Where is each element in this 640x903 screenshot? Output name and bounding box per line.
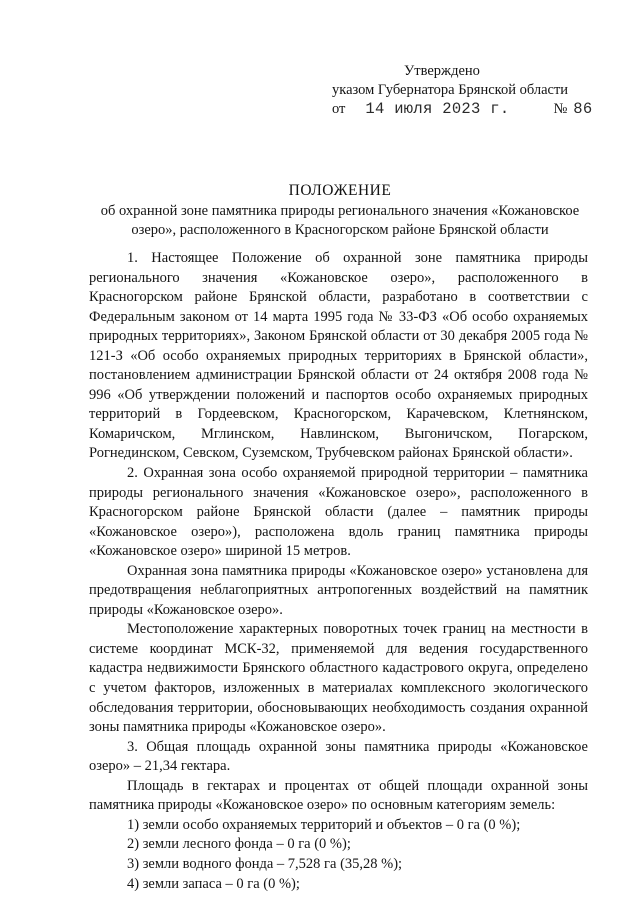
land-category-item: 2) земли лесного фонда – 0 га (0 %); xyxy=(127,836,351,853)
document-subtitle: об охранной зоне памятника природы регионального значения «Кожановское озеро», расположенного в Красногорском районе Брянской области xyxy=(100,203,580,238)
paragraph-5: 3. Общая площадь охранной зоны памятника природы «Кожановское озеро» – 21,34 гектара. xyxy=(89,738,588,775)
paragraph-1: 1. Настоящее Положение об охранной зоне памятника природы регионального значения «Кожановское озеро», расположенного в Красногорском районе Брянской области, разработано в соответствии с Федеральным законом от 14 марта 1995 года № 33-ФЗ «Об особо охраняемых природных территориях», Законом Брянской области от 30 декабря 2005 года № 121-З «Об особо охраняемых природных территориях в Брянской области», постановлением администрации Брянской области от 24 октября 2008 года № 996 «Об утверждении положений и паспортов особо охраняемых природных территорий в Гордеевском, Красногорском, Карачевском, Клетнянском, Комаричском, Мглинском, Навлинском, Выгоничском, Погарском, Рогнединском, Севском, Суземском, Трубчевском районах Брянской области». xyxy=(89,250,588,462)
approval-date-number xyxy=(332,100,632,119)
land-category-item: 4) земли запаса – 0 га (0 %); xyxy=(127,875,300,892)
paragraph-2: 2. Охранная зона особо охраняемой природной территории – памятника природы регионального значения «Кожановское озеро», расположенного в Красногорском районе Брянской области (далее – памятник природы «Кожановское озеро»), расположена вдоль границ памятника природы «Кожановское озеро» шириной 15 метров. xyxy=(89,465,588,560)
approval-stamp xyxy=(332,62,632,119)
document-title: ПОЛОЖЕНИЕ xyxy=(288,182,392,199)
document-body xyxy=(89,249,588,894)
paragraph-3: Охранная зона памятника природы «Кожановское озеро» установлена для предотвращения неблагоприятных антропогенных воздействий на памятник природы «Кожановское озеро». xyxy=(89,562,588,618)
paragraph-4: Местоположение характерных поворотных точек границ на местности в системе координат МСК-32, применяемой для ведения государственного кадастра недвижимости Брянского областного кадастрового округа, определено с учетом факторов, изложенных в материалах комплексного экологического обследования территории, обосновывающих необходимость создания охранной зоны памятника природы «Кожановское озеро». xyxy=(89,621,588,736)
date-label: от xyxy=(332,101,346,117)
paragraph-6: Площадь в гектарах и процентах от общей площади охранной зоны памятника природы «Кожановское озеро» по основным категориям земель: xyxy=(89,777,588,814)
land-category-item: 1) земли особо охраняемых территорий и объектов – 0 га (0 %); xyxy=(127,816,521,833)
approval-date: 14 июля 2023 г. xyxy=(365,100,510,118)
number-label: № xyxy=(553,101,568,117)
land-category-item: 3) земли водного фонда – 7,528 га (35,28 %); xyxy=(127,855,403,872)
approval-heading: Утверждено xyxy=(404,63,480,79)
approval-authority: указом Губернатора Брянской области xyxy=(332,82,569,98)
approval-number: 86 xyxy=(573,100,593,118)
document-heading xyxy=(80,181,600,240)
